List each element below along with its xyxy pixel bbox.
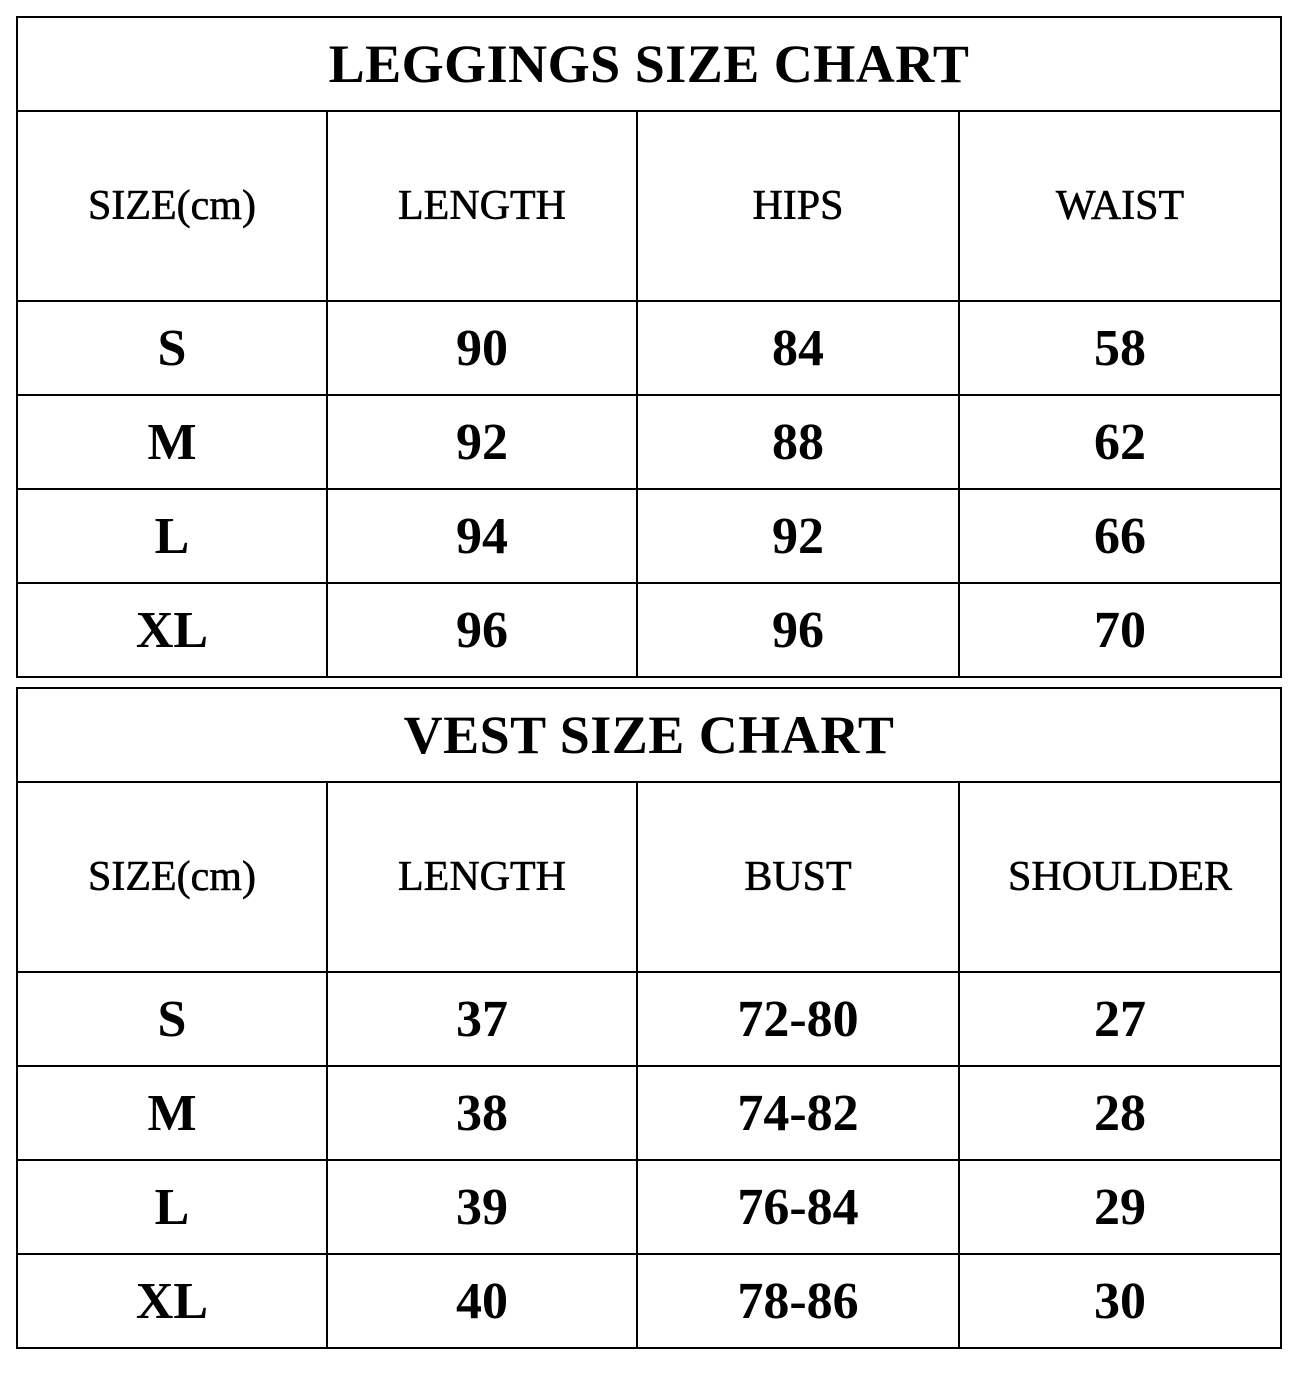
- table-row: [17, 489, 1281, 583]
- size-cell: XL: [17, 1254, 327, 1348]
- leggings-title: LEGGINGS SIZE CHART: [17, 17, 1281, 111]
- leggings-title-row: [17, 17, 1281, 111]
- bust-cell: 72-80: [637, 972, 959, 1066]
- bust-cell: 78-86: [637, 1254, 959, 1348]
- table-row: [17, 395, 1281, 489]
- waist-cell: 70: [959, 583, 1281, 677]
- length-cell: 40: [327, 1254, 637, 1348]
- length-cell: 90: [327, 301, 637, 395]
- leggings-size-table: [16, 16, 1282, 678]
- table-row: [17, 1066, 1281, 1160]
- shoulder-cell: 29: [959, 1160, 1281, 1254]
- length-cell: 38: [327, 1066, 637, 1160]
- table-row: [17, 972, 1281, 1066]
- table-row: [17, 1254, 1281, 1348]
- length-cell: 96: [327, 583, 637, 677]
- table-row: [17, 301, 1281, 395]
- length-cell: 39: [327, 1160, 637, 1254]
- waist-cell: 66: [959, 489, 1281, 583]
- length-cell: 37: [327, 972, 637, 1066]
- column-header-length: LENGTH: [327, 782, 637, 972]
- shoulder-cell: 28: [959, 1066, 1281, 1160]
- vest-size-table: [16, 687, 1282, 1349]
- vest-title-row: [17, 688, 1281, 782]
- hips-cell: 96: [637, 583, 959, 677]
- vest-header-row: [17, 782, 1281, 972]
- waist-cell: 62: [959, 395, 1281, 489]
- size-cell: XL: [17, 583, 327, 677]
- length-cell: 94: [327, 489, 637, 583]
- waist-cell: 58: [959, 301, 1281, 395]
- hips-cell: 84: [637, 301, 959, 395]
- column-header-waist: WAIST: [959, 111, 1281, 301]
- hips-cell: 88: [637, 395, 959, 489]
- column-header-size: SIZE(cm): [17, 782, 327, 972]
- shoulder-cell: 30: [959, 1254, 1281, 1348]
- length-cell: 92: [327, 395, 637, 489]
- size-cell: M: [17, 395, 327, 489]
- size-cell: L: [17, 489, 327, 583]
- shoulder-cell: 27: [959, 972, 1281, 1066]
- column-header-bust: BUST: [637, 782, 959, 972]
- size-cell: S: [17, 972, 327, 1066]
- column-header-shoulder: SHOULDER: [959, 782, 1281, 972]
- bust-cell: 74-82: [637, 1066, 959, 1160]
- hips-cell: 92: [637, 489, 959, 583]
- table-row: [17, 583, 1281, 677]
- bust-cell: 76-84: [637, 1160, 959, 1254]
- table-row: [17, 1160, 1281, 1254]
- column-header-hips: HIPS: [637, 111, 959, 301]
- size-cell: L: [17, 1160, 327, 1254]
- leggings-header-row: [17, 111, 1281, 301]
- size-cell: S: [17, 301, 327, 395]
- column-header-length: LENGTH: [327, 111, 637, 301]
- column-header-size: SIZE(cm): [17, 111, 327, 301]
- vest-title: VEST SIZE CHART: [17, 688, 1281, 782]
- size-cell: M: [17, 1066, 327, 1160]
